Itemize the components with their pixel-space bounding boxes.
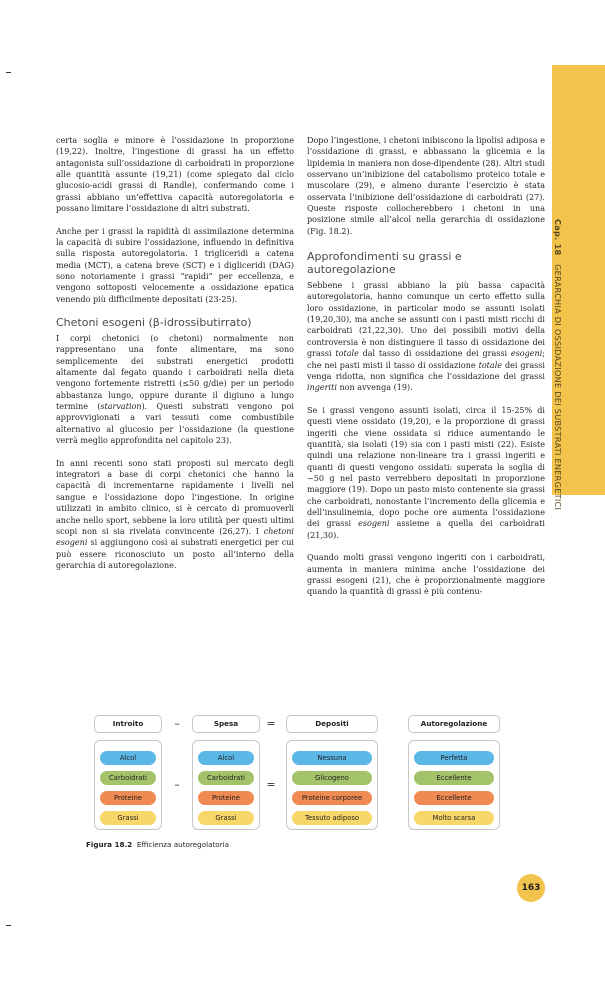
crop-mark <box>6 925 11 926</box>
autoregolazione-perfetta: Perfetta <box>414 751 494 765</box>
spesa-proteine: Proteine <box>198 791 254 805</box>
introito-alcol: Alcol <box>100 751 156 765</box>
right-text-column <box>307 135 545 609</box>
section-heading: Approfondimenti su grassi e autoregolazione <box>307 250 462 276</box>
minus-operator: – <box>174 778 180 791</box>
page-number: 163 <box>517 874 545 902</box>
minus-operator: – <box>174 717 180 730</box>
depositi-glicogeno: Glicogeno <box>292 771 372 785</box>
paragraph: certa soglia e minore è l’ossidazione in proporzione (19,22). Inoltre, l’ingestione di grassi ha un effetto antagonista sull’ossidazione di carboidrati in proporzione alle quantità assunte (19,21) (come spiegato dal ciclo glucosio-acidi grassi di Randle), confermando come i grassi abbiano un’effettiva capacità autoregolatoria e possano limitare l’ossidazione di altri substrati. <box>56 136 294 214</box>
crop-mark <box>6 72 11 73</box>
autoregolazione-eccellente-prot: Eccellente <box>414 791 494 805</box>
header-spesa: Spesa <box>192 715 260 733</box>
spesa-grassi: Grassi <box>198 811 254 825</box>
autoregolazione-molto-scarsa: Molto scarsa <box>414 811 494 825</box>
paragraph: I corpi chetonici (o chetoni) normalmente non rappresentano una fonte alimentare, ma sono semplicemente dei substrati energetici prodotti altamente dal fegato quando i carboidrati nella dieta vengono fortemente ristretti (≤50 g/die) per un periodo abbastanza lungo, oppure durante il digiuno a lungo termine (starvation). Questi substrati vengono poi approvvigionati a vari tessuti come combustibile alternativo al glucosio per l’ossidazione (la questione verrà meglio approfondita nel capitolo 23). <box>56 334 294 446</box>
introito-carboidrati: Carboidrati <box>100 771 156 785</box>
header-depositi: Depositi <box>286 715 378 733</box>
depositi-nessuna: Nessuna <box>292 751 372 765</box>
introito-proteine: Proteine <box>100 791 156 805</box>
equals-operator: = <box>266 717 276 730</box>
paragraph: Se i grassi vengono assunti isolati, circa il 15-25% di questi viene ossidato (19,20), e la proporzione di grassi ingeriti che viene ossidata si riduce aumentando le quantità, sia isolati (19) sia con i pasti misti (22). Esiste quindi una relazione non-lineare tra i grassi ingeriti e quanti di questi vengono ossidati: superata la soglia di ~50 g nel pasto verrebbero depositati in proporzione maggiore (19). Dopo un pasto misto contenente sia grassi che carboidrati, nonostante l’incremento della glicemia e dell’insulinemia, dopo poche ore aumenta l’ossidazione dei grassi esogeni assieme a quella dei carboidrati (21,30). <box>307 405 545 540</box>
left-text-column <box>56 135 294 583</box>
figure-autoregulation-efficiency <box>86 715 506 845</box>
figure-caption-text: Efficienza autoregolatoria <box>136 840 230 849</box>
chapter-number: Cap. 18 <box>553 219 563 256</box>
paragraph: Quando molti grassi vengono ingeriti con i carboidrati, aumenta in maniera minima anche l’ossidazione dei grassi esogeni (21), che è proporzionalmente maggiore quando la quantità di grassi è più contenu- <box>307 553 545 597</box>
autoregolazione-eccellente-carb: Eccellente <box>414 771 494 785</box>
paragraph: Dopo l’ingestione, i chetoni inibiscono la lipolisi adiposa e l’ossidazione di grassi, e abbassano la glicemia e la lipidemia in maniera non dose-dipendente (28). Altri studi osservano un’inibizione del catabolismo proteico totale e muscolare (29), e almeno durante l’esercizio è stata osservata l’inibizione dell’ossidazione di carboidrati (27). Queste risposte collocherebbero i chetoni in una posizione simile all’alcol nella gerarchia di ossidazione (Fig. 18.2). <box>307 136 545 236</box>
header-autoregolazione: Autoregolazione <box>408 715 500 733</box>
paragraph: Sebbene i grassi abbiano la più bassa capacità autoregolatoria, hanno comunque un certo effetto sulla loro ossidazione, in particolar modo se assunti isolati (19,20,30), ma anche se assunti con i pasti misti ricchi di carboidrati (21,22,30). Uno dei possibili motivi della controversia è non distinguere il tasso di ossidazione dei grassi totale dal tasso di ossidazione dei grassi esogeni; che nei pasti misti il tasso di ossidazione totale dei grassi venga ridotta, non significa che l’ossidazione dei grassi ingeriti non avvenga (19). <box>307 281 545 393</box>
spesa-carboidrati: Carboidrati <box>198 771 254 785</box>
chapter-title: GERARCHIA DI OSSIDAZIONE DEI SUBSTRATI ENERGETICI <box>553 264 563 511</box>
depositi-proteine-corporee: Proteine corporee <box>292 791 372 805</box>
section-heading: Chetoni esogeni (β-idrossibutirrato) <box>56 315 252 329</box>
chapter-side-tab <box>552 65 605 511</box>
paragraph: Anche per i grassi la rapidità di assimilazione determina la capacità di subire l’ossidazione, influendo in definitiva sulla risposta autoregolatoria. I trigliceridi a catena media (MCT), a catena breve (SCT) e i digliceridi (DAG) sono notoriamente i grassi “rapidi” per eccellenza, e vengono sottoposti velocemente a ossidazione epatica venendo più difficilmente depositati (23-25). <box>56 226 294 304</box>
equals-operator: = <box>266 778 276 791</box>
depositi-tessuto-adiposo: Tessuto adiposo <box>292 811 372 825</box>
figure-caption-label: Figura 18.2 <box>86 840 133 849</box>
paragraph: In anni recenti sono stati proposti sul mercato degli integratori a base di corpi chetonici che hanno la capacità di incrementarne rapidamente i livelli nel sangue e l’ossidazione dopo l’ingestione. In origine utilizzati in ambito clinico, si è cercato di promuoverli anche nello sport, sebbene la loro utilità per questi ultimi scopi non si sia rivelata convincente (26,27). I chetoni esogeni si aggiungono così ai substrati energetici per cui può essere riconosciuto un posto all’interno della gerarchia di autoregolazione. <box>56 458 294 570</box>
spesa-alcol: Alcol <box>198 751 254 765</box>
figure-caption <box>86 840 229 849</box>
introito-grassi: Grassi <box>100 811 156 825</box>
header-introito: Introito <box>94 715 162 733</box>
